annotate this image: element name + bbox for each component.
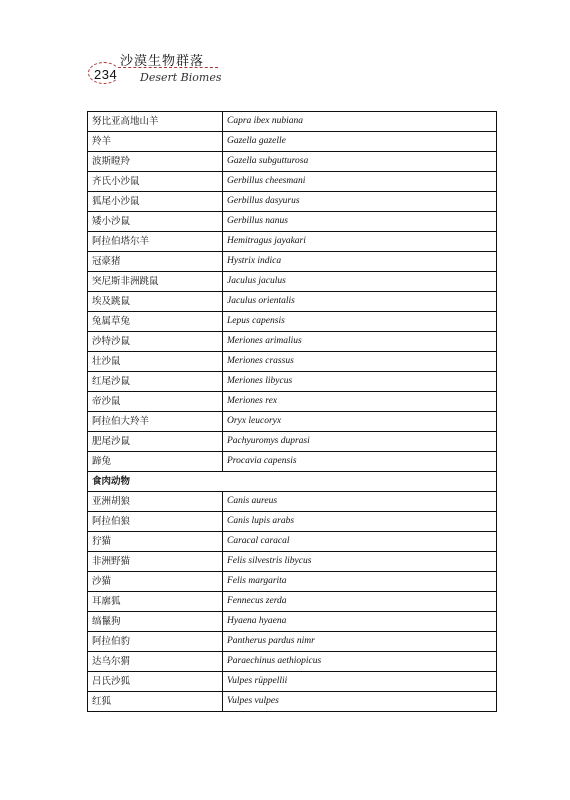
common-name-cell: 努比亚高地山羊 xyxy=(88,112,223,132)
common-name-cell: 狞猫 xyxy=(88,532,223,552)
table-row xyxy=(88,272,497,292)
scientific-name-cell: Capra ibex nubiana xyxy=(223,112,497,132)
common-name-cell: 突尼斯非洲跳鼠 xyxy=(88,272,223,292)
table-row xyxy=(88,592,497,612)
scientific-name-cell: Meriones rex xyxy=(223,392,497,412)
common-name-cell: 矮小沙鼠 xyxy=(88,212,223,232)
common-name-cell: 吕氏沙狐 xyxy=(88,672,223,692)
table-row xyxy=(88,372,497,392)
common-name-cell: 冠豪猪 xyxy=(88,252,223,272)
species-table xyxy=(87,111,497,712)
common-name-cell: 耳廓狐 xyxy=(88,592,223,612)
table-row xyxy=(88,332,497,352)
carnivore-rows xyxy=(88,492,497,712)
common-name-cell: 齐氏小沙鼠 xyxy=(88,172,223,192)
scientific-name-cell: Oryx leucoryx xyxy=(223,412,497,432)
common-name-cell: 肥尾沙鼠 xyxy=(88,432,223,452)
table-row xyxy=(88,612,497,632)
scientific-name-cell: Hystrix indica xyxy=(223,252,497,272)
scientific-name-cell: Canis lupis arabs xyxy=(223,512,497,532)
common-name-cell: 沙特沙鼠 xyxy=(88,332,223,352)
common-name-cell: 达乌尔猬 xyxy=(88,652,223,672)
scientific-name-cell: Felis margarita xyxy=(223,572,497,592)
page-number: 234 xyxy=(94,67,118,82)
table-row xyxy=(88,252,497,272)
scientific-name-cell: Paraechinus aethiopicus xyxy=(223,652,497,672)
table-row xyxy=(88,572,497,592)
table-row xyxy=(88,532,497,552)
scientific-name-cell: Felis silvestris libycus xyxy=(223,552,497,572)
table-row xyxy=(88,352,497,372)
common-name-cell: 红尾沙鼠 xyxy=(88,372,223,392)
table-row xyxy=(88,692,497,712)
table-row xyxy=(88,132,497,152)
scientific-name-cell: Gerbillus cheesmani xyxy=(223,172,497,192)
common-name-cell: 非洲野猫 xyxy=(88,552,223,572)
table-row xyxy=(88,172,497,192)
common-name-cell: 阿拉伯狼 xyxy=(88,512,223,532)
section-header-row xyxy=(88,472,497,492)
carnivore-section xyxy=(88,472,497,492)
table-row xyxy=(88,412,497,432)
page-header xyxy=(88,46,228,88)
scientific-name-cell: Lepus capensis xyxy=(223,312,497,332)
scientific-name-cell: Gerbillus nanus xyxy=(223,212,497,232)
table-row xyxy=(88,512,497,532)
table-row xyxy=(88,292,497,312)
scientific-name-cell: Gerbillus dasyurus xyxy=(223,192,497,212)
scientific-name-cell: Gazella gazelle xyxy=(223,132,497,152)
common-name-cell: 缟鬣狗 xyxy=(88,612,223,632)
common-name-cell: 阿拉伯豹 xyxy=(88,632,223,652)
table-row xyxy=(88,672,497,692)
table-row xyxy=(88,632,497,652)
scientific-name-cell: Hemitragus jayakari xyxy=(223,232,497,252)
common-name-cell: 波斯瞪羚 xyxy=(88,152,223,172)
common-name-cell: 阿拉伯塔尔羊 xyxy=(88,232,223,252)
common-name-cell: 帝沙鼠 xyxy=(88,392,223,412)
common-name-cell: 亚洲胡狼 xyxy=(88,492,223,512)
scientific-name-cell: Fennecus zerda xyxy=(223,592,497,612)
scientific-name-cell: Procavia capensis xyxy=(223,452,497,472)
table-row xyxy=(88,452,497,472)
herbivore-rows xyxy=(88,112,497,472)
scientific-name-cell: Pachyuromys duprasi xyxy=(223,432,497,452)
scientific-name-cell: Jaculus orientalis xyxy=(223,292,497,312)
section-label: 食肉动物 xyxy=(88,472,497,492)
scientific-name-cell: Hyaena hyaena xyxy=(223,612,497,632)
scientific-name-cell: Canis aureus xyxy=(223,492,497,512)
common-name-cell: 兔属草兔 xyxy=(88,312,223,332)
scientific-name-cell: Vulpes vulpes xyxy=(223,692,497,712)
table-row xyxy=(88,312,497,332)
scientific-name-cell: Caracal caracal xyxy=(223,532,497,552)
common-name-cell: 羚羊 xyxy=(88,132,223,152)
common-name-cell: 红狐 xyxy=(88,692,223,712)
scientific-name-cell: Meriones libycus xyxy=(223,372,497,392)
scientific-name-cell: Meriones arimalius xyxy=(223,332,497,352)
scientific-name-cell: Vulpes rüppellii xyxy=(223,672,497,692)
table-row xyxy=(88,652,497,672)
common-name-cell: 狐尾小沙鼠 xyxy=(88,192,223,212)
table-row xyxy=(88,392,497,412)
table-row xyxy=(88,492,497,512)
common-name-cell: 壮沙鼠 xyxy=(88,352,223,372)
common-name-cell: 沙猫 xyxy=(88,572,223,592)
book-title-chinese: 沙漠生物群落 xyxy=(120,54,205,69)
table-row xyxy=(88,112,497,132)
table-row xyxy=(88,192,497,212)
table-row xyxy=(88,212,497,232)
table-row xyxy=(88,432,497,452)
common-name-cell: 阿拉伯大羚羊 xyxy=(88,412,223,432)
book-title-english: Desert Biomes xyxy=(140,71,222,84)
scientific-name-cell: Jaculus jaculus xyxy=(223,272,497,292)
common-name-cell: 蹄兔 xyxy=(88,452,223,472)
table-row xyxy=(88,152,497,172)
table-row xyxy=(88,232,497,252)
common-name-cell: 埃及跳鼠 xyxy=(88,292,223,312)
table-row xyxy=(88,552,497,572)
scientific-name-cell: Pantherus pardus nimr xyxy=(223,632,497,652)
scientific-name-cell: Meriones crassus xyxy=(223,352,497,372)
scientific-name-cell: Gazella subgutturosa xyxy=(223,152,497,172)
header-divider xyxy=(118,67,218,68)
